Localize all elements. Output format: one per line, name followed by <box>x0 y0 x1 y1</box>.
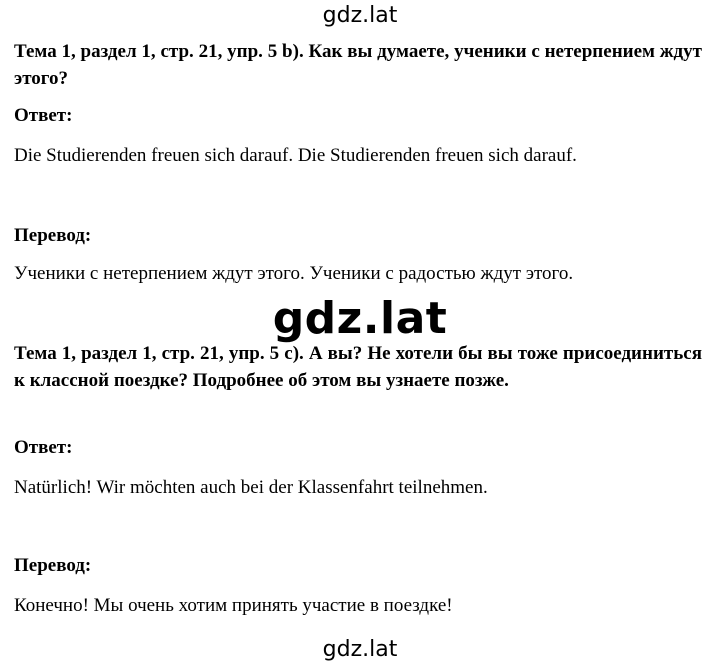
task-1-translation-text: Ученики с нетерпением ждут этого. Ученики с радостью ждут этого. <box>14 263 574 284</box>
watermark-top: gdz.lat <box>322 3 398 28</box>
watermark-middle: gdz.lat <box>272 293 448 344</box>
task-1-translation-label: Перевод: <box>14 225 92 246</box>
task-1-question: Тема 1, раздел 1, стр. 21, упр. 5 b). Как вы думаете, ученики с нетерпением ждут этого? <box>14 41 702 89</box>
task-2-answer-label: Ответ: <box>14 437 73 458</box>
task-2-answer-text: Natürlich! Wir möchten auch bei der Klassenfahrt teilnehmen. <box>14 477 488 498</box>
task-2-question: Тема 1, раздел 1, стр. 21, упр. 5 c). А вы? Не хотели бы вы тоже присоединиться к классной поездке? Подробнее об этом вы узнаете позже. <box>14 343 702 391</box>
task-1-answer-text: Die Studierenden freuen sich darauf. Die Studierenden freuen sich darauf. <box>14 145 577 166</box>
task-1-answer-label: Ответ: <box>14 105 73 126</box>
task-2-translation-label: Перевод: <box>14 555 92 576</box>
watermark-bottom: gdz.lat <box>322 637 398 662</box>
task-2-translation-text: Конечно! Мы очень хотим принять участие в поездке! <box>14 595 453 616</box>
